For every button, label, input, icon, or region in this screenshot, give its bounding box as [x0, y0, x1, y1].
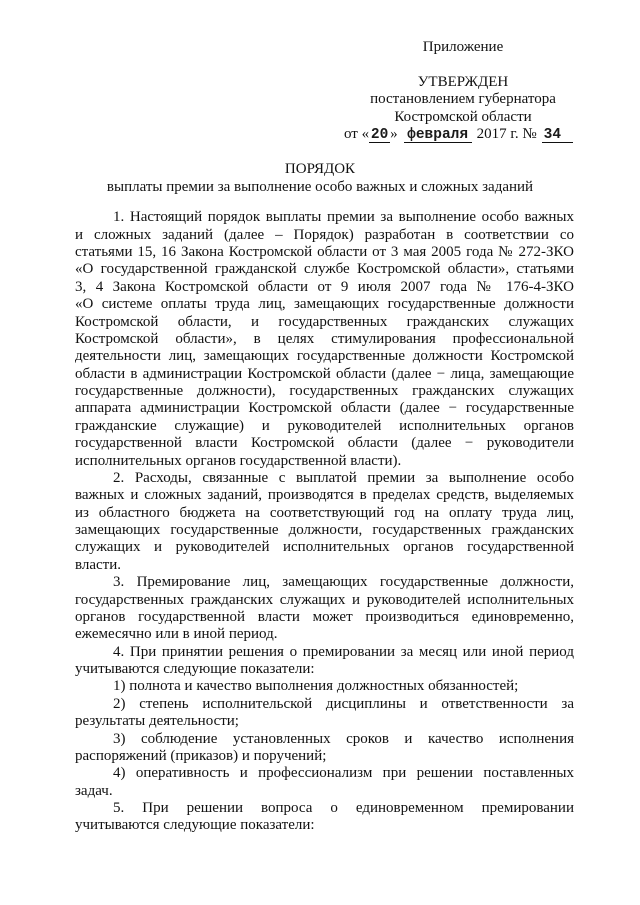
paragraph-line: учитываются следующие показатели: — [75, 661, 315, 678]
document-subtitle: выплаты премии за выполнение особо важных и сложных заданий — [106, 178, 534, 195]
paragraph-line: «О системе оплаты труда лиц, замещающих государственные должности — [75, 296, 574, 313]
paragraph-line: 2. Расходы, связанные с выплатой премии за выполнение особо — [113, 469, 574, 486]
date-year-label: 2017 г. № — [476, 126, 537, 142]
date-quote-close: » — [390, 126, 398, 142]
paragraph-2 — [75, 470, 574, 574]
date-prefix: от « — [344, 126, 370, 142]
indicator-list — [75, 678, 574, 800]
paragraph-line: государственных гражданских служащих и руководителей исполнительных — [75, 591, 574, 608]
paragraph-4 — [75, 644, 574, 679]
paragraph-line: «О государственной гражданской службе Костромской области», статьями — [75, 261, 574, 278]
approval-authority-line: постановлением губернатора — [370, 91, 556, 107]
approval-region-line: Костромской области — [394, 108, 532, 125]
paragraph-line: статьями 15, 16 Закона Костромской области от 3 мая 2005 года № 272-ЗКО — [75, 244, 574, 261]
indicator-item-1 — [75, 678, 574, 695]
list-item-line: 2) степень исполнительской дисциплины и ответственности за — [113, 695, 574, 712]
paragraph-line: из областного бюджета на соответствующий год на оплату труда лиц, — [75, 504, 574, 521]
paragraph-5 — [75, 800, 574, 835]
paragraph-3 — [75, 574, 574, 644]
paragraph-line: аппарата администрации Костромской области (далее − государственные — [75, 400, 574, 417]
list-item-line: 1) полнота и качество выполнения должностных обязанностей; — [113, 678, 519, 695]
date-day-field: 20 — [370, 127, 389, 143]
list-item-line: распоряжений (приказов) и поручений; — [75, 747, 327, 764]
paragraph-line: замещающих государственные должности, государственных гражданских — [75, 522, 574, 539]
paragraph-line: Костромской области, и государственных гражданских служащих — [75, 313, 574, 330]
paragraph-line: области в администрации Костромской области (далее − лица, замещающие — [75, 365, 574, 382]
list-item-line: 3) соблюдение установленных сроков и качество исполнения — [113, 730, 574, 747]
paragraph-line: 1. Настоящий порядок выплаты премии за выполнение особо важных — [113, 209, 574, 226]
paragraph-line: служащих и руководителей исполнительных органов государственной — [75, 539, 574, 556]
paragraph-line: ежемесячно или в иной период. — [75, 626, 278, 643]
paragraph-line: государственные должности), государственных гражданских служащих — [75, 383, 574, 400]
appendix-label: Приложение — [422, 39, 504, 55]
paragraph-line: власти. — [75, 556, 122, 573]
paragraph-line: государственной власти Костромской области (далее − руководители — [75, 435, 574, 452]
indicator-item-2 — [75, 696, 574, 731]
paragraph-line: 3. Премирование лиц, замещающих государственные должности, — [113, 574, 574, 591]
paragraph-line: исполнительных органов государственной власти). — [75, 452, 402, 469]
paragraph-line: Костромской области», в целях стимулирования профессиональной — [75, 330, 574, 347]
paragraph-line: 3, 4 Закона Костромской области от 9 июля 2007 года № 176-4-ЗКО — [75, 278, 574, 295]
list-item-line: задач. — [75, 782, 113, 799]
paragraph-line: деятельности лиц, замещающих государственные должности Костромской — [75, 348, 574, 365]
paragraph-1 — [75, 209, 574, 470]
approval-date-line — [344, 126, 573, 143]
list-item-line: 4) оперативность и профессионализм при решении поставленных — [113, 765, 574, 782]
paragraph-line: 5. При решении вопроса о единовременном премировании — [113, 800, 574, 817]
indicator-item-4 — [75, 765, 574, 800]
paragraph-line: и сложных заданий (далее – Порядок) разработан в соответствии со — [75, 226, 574, 243]
list-item-line: результаты деятельности; — [75, 713, 239, 730]
paragraph-line: органов государственной власти может производиться единовременно, — [75, 608, 574, 625]
document-title: ПОРЯДОК — [284, 161, 356, 178]
paragraph-line: гражданские служащие) и руководителей исполнительных органов — [75, 417, 574, 434]
paragraph-line: важных и сложных заданий, производятся в пределах средств, выделяемых — [75, 487, 574, 504]
approval-stamp-title: УТВЕРЖДЕН — [417, 73, 509, 90]
date-month-field: февраля — [404, 128, 472, 143]
document-body — [75, 209, 574, 835]
indicator-item-3 — [75, 731, 574, 766]
paragraph-line: учитываются следующие показатели: — [75, 817, 315, 834]
document-number-field: 34 — [542, 128, 573, 143]
paragraph-line: 4. При принятии решения о премировании за месяц или иной период — [113, 643, 574, 660]
